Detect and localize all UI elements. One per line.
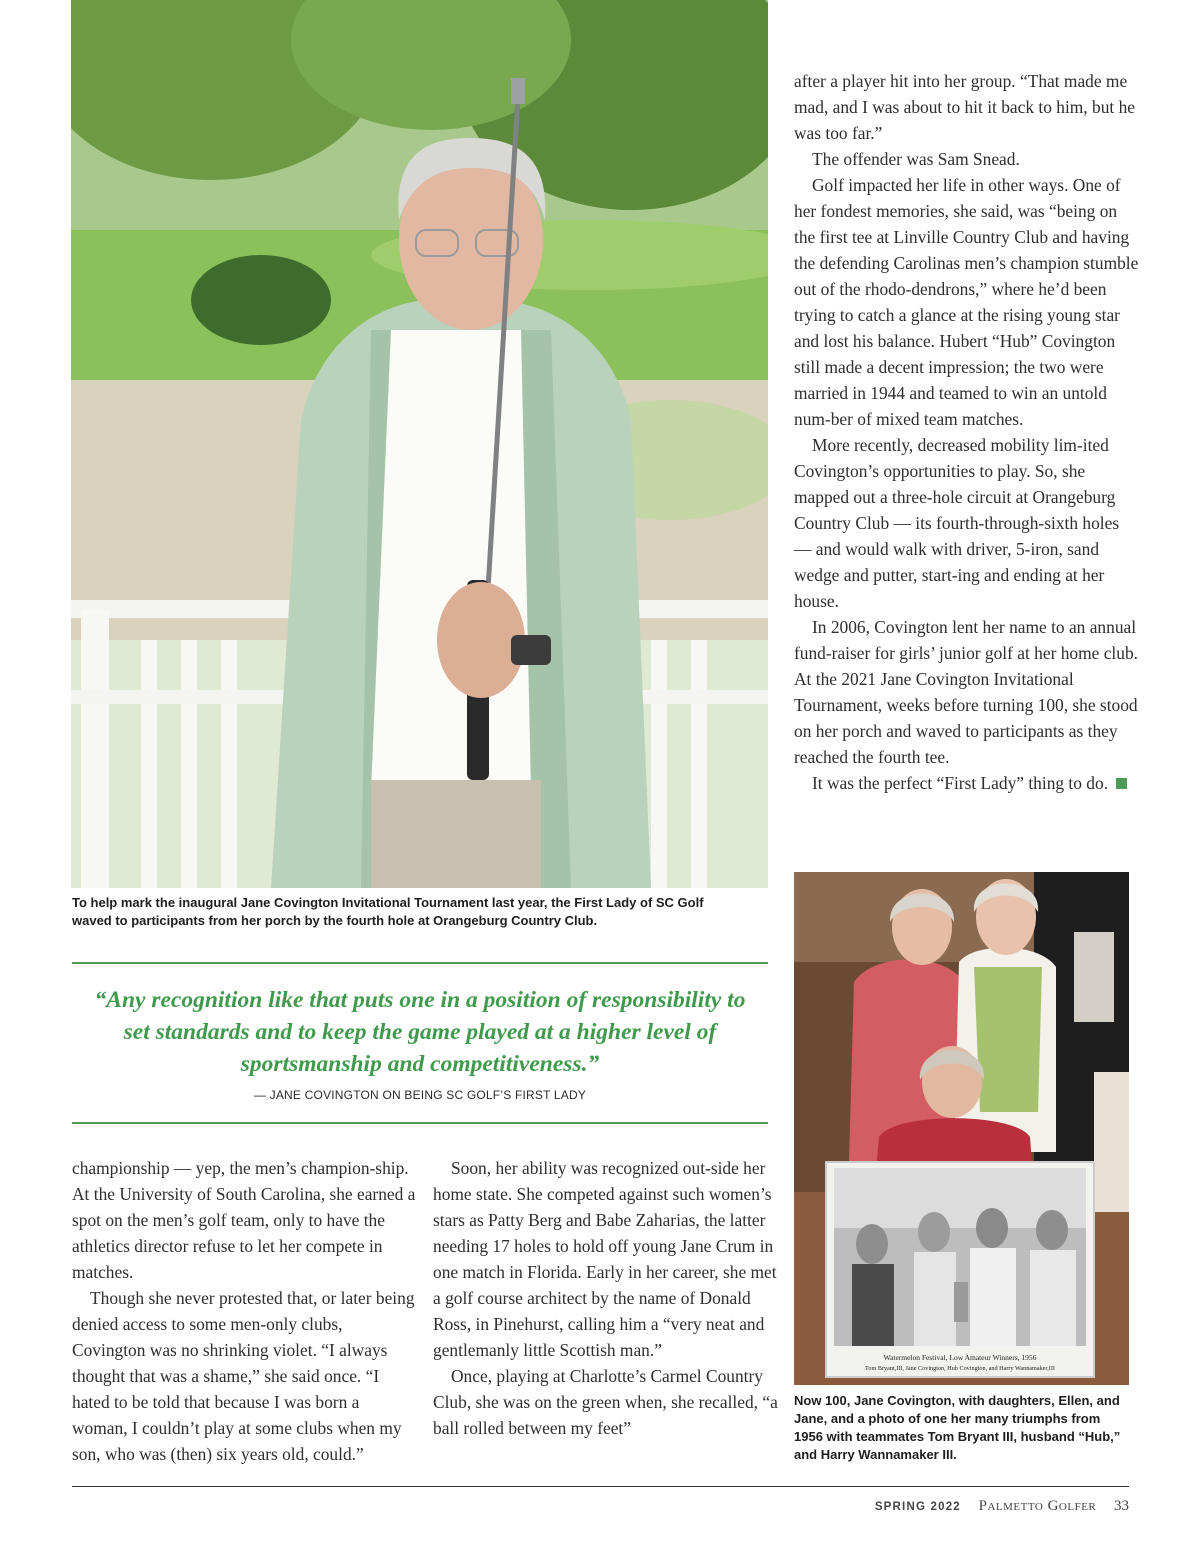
main-photo-caption: To help mark the inaugural Jane Covington Invitational Tournament last year, the First Lady of SC Golf waved to participants from her porch by the fourth hole at Orangeburg Country Club. — [72, 895, 704, 928]
pull-quote — [72, 962, 768, 1124]
poster-caption-line2: Tom Bryant,III, Jane Covington, Hub Covington, and Harry Wannamaker,III — [865, 1365, 1055, 1372]
main-photo — [71, 0, 768, 888]
family-photo-caption: Now 100, Jane Covington, with daughters, Ellen, and Jane, and a photo of one her many triumphs from 1956 with teammates Tom Bryant III, husband “Hub,” and Harry Wannamaker III. — [794, 1393, 1121, 1462]
article-paragraph: Golf impacted her life in other ways. One of her fondest memories, she said, was “being on the first tee at Linville Country Club and having the defending Carolinas men’s champion stumble out of the rhodo-dendrons,” where he’d been trying to catch a glance at the rising young star and lost his balance. Hubert “Hub” Covington still made a decent impression; the two were married in 1944 and teamed to win an untold num-ber of mixed team matches. — [794, 175, 1139, 429]
article-right-column — [794, 68, 1139, 796]
main-photo-illustration — [71, 0, 768, 888]
page-footer — [875, 1498, 1129, 1515]
pull-quote-attribution: — JANE COVINGTON ON BEING SC GOLF’S FIRST LADY — [253, 1088, 587, 1102]
article-bottom-middle-column — [433, 1155, 778, 1441]
page-number: 33 — [1114, 1498, 1129, 1514]
article-paragraph: The offender was Sam Snead. — [812, 149, 1020, 169]
article-paragraph: More recently, decreased mobility lim-ited Covington’s opportunities to play. So, she mapped out a three-hole circuit at Orangeburg Country Club — its fourth-through-sixth holes — and would walk with driver, 5-iron, sand wedge and putter, start-ing and ending at her house. — [794, 435, 1120, 611]
article-paragraph: Though she never protested that, or later being denied access to some men-only clubs, Covington was no shrinking violet. “I always thought that was a shame,” she said once. “I hated to be told that because I was born a woman, I couldn’t play at some clubs when my son, who was (then) six years old, could.” — [72, 1288, 415, 1464]
article-paragraph: In 2006, Covington lent her name to an annual fund-raiser for girls’ junior golf at her home club. At the 2021 Jane Covington Invitational Tournament, weeks before turning 100, she stood on her porch and waved to participants as they reached the fourth tee. — [794, 617, 1138, 767]
footer-divider — [72, 1486, 1129, 1487]
article-bottom-left-column — [72, 1155, 417, 1467]
article-paragraph: Once, playing at Charlotte’s Carmel Country Club, she was on the green when, she recalled, “a ball rolled between my feet” — [433, 1366, 778, 1438]
family-photo-illustration — [794, 872, 1129, 1385]
article-closing-sentence: It was the perfect “First Lady” thing to do. — [812, 773, 1109, 793]
poster-caption-line1: Watermelon Festival, Low Amateur Winners, 1956 — [883, 1353, 1037, 1362]
pull-quote-text: “Any recognition like that puts one in a position of responsibility to set standards and to keep the game played at a higher level of sportsmanship and competitiveness.” — [94, 987, 746, 1077]
family-photo — [794, 872, 1129, 1385]
magazine-title: Palmetto Golfer — [978, 1498, 1097, 1514]
article-last-paragraph — [794, 770, 1139, 796]
article-paragraph: after a player hit into her group. “That made me mad, and I was about to hit it back to him, but he was too far.” — [794, 71, 1135, 143]
issue-season: SPRING 2022 — [874, 1501, 961, 1513]
end-of-story-mark — [1116, 778, 1127, 789]
article-paragraph: Soon, her ability was recognized out-side her home state. She competed against such women’s stars as Patty Berg and Babe Zaharias, the latter needing 17 holes to hold off young Jane Crum in one match in Florida. Early in her career, she met a golf course architect by the name of Donald Ross, in Pinehurst, calling him a “very neat and gentlemanly little Scottish man.” — [433, 1158, 777, 1360]
article-paragraph: championship — yep, the men’s champion-ship. At the University of South Carolina, she earned a spot on the men’s golf team, only to have the athletics director refuse to let her compete in matches. — [72, 1158, 416, 1282]
